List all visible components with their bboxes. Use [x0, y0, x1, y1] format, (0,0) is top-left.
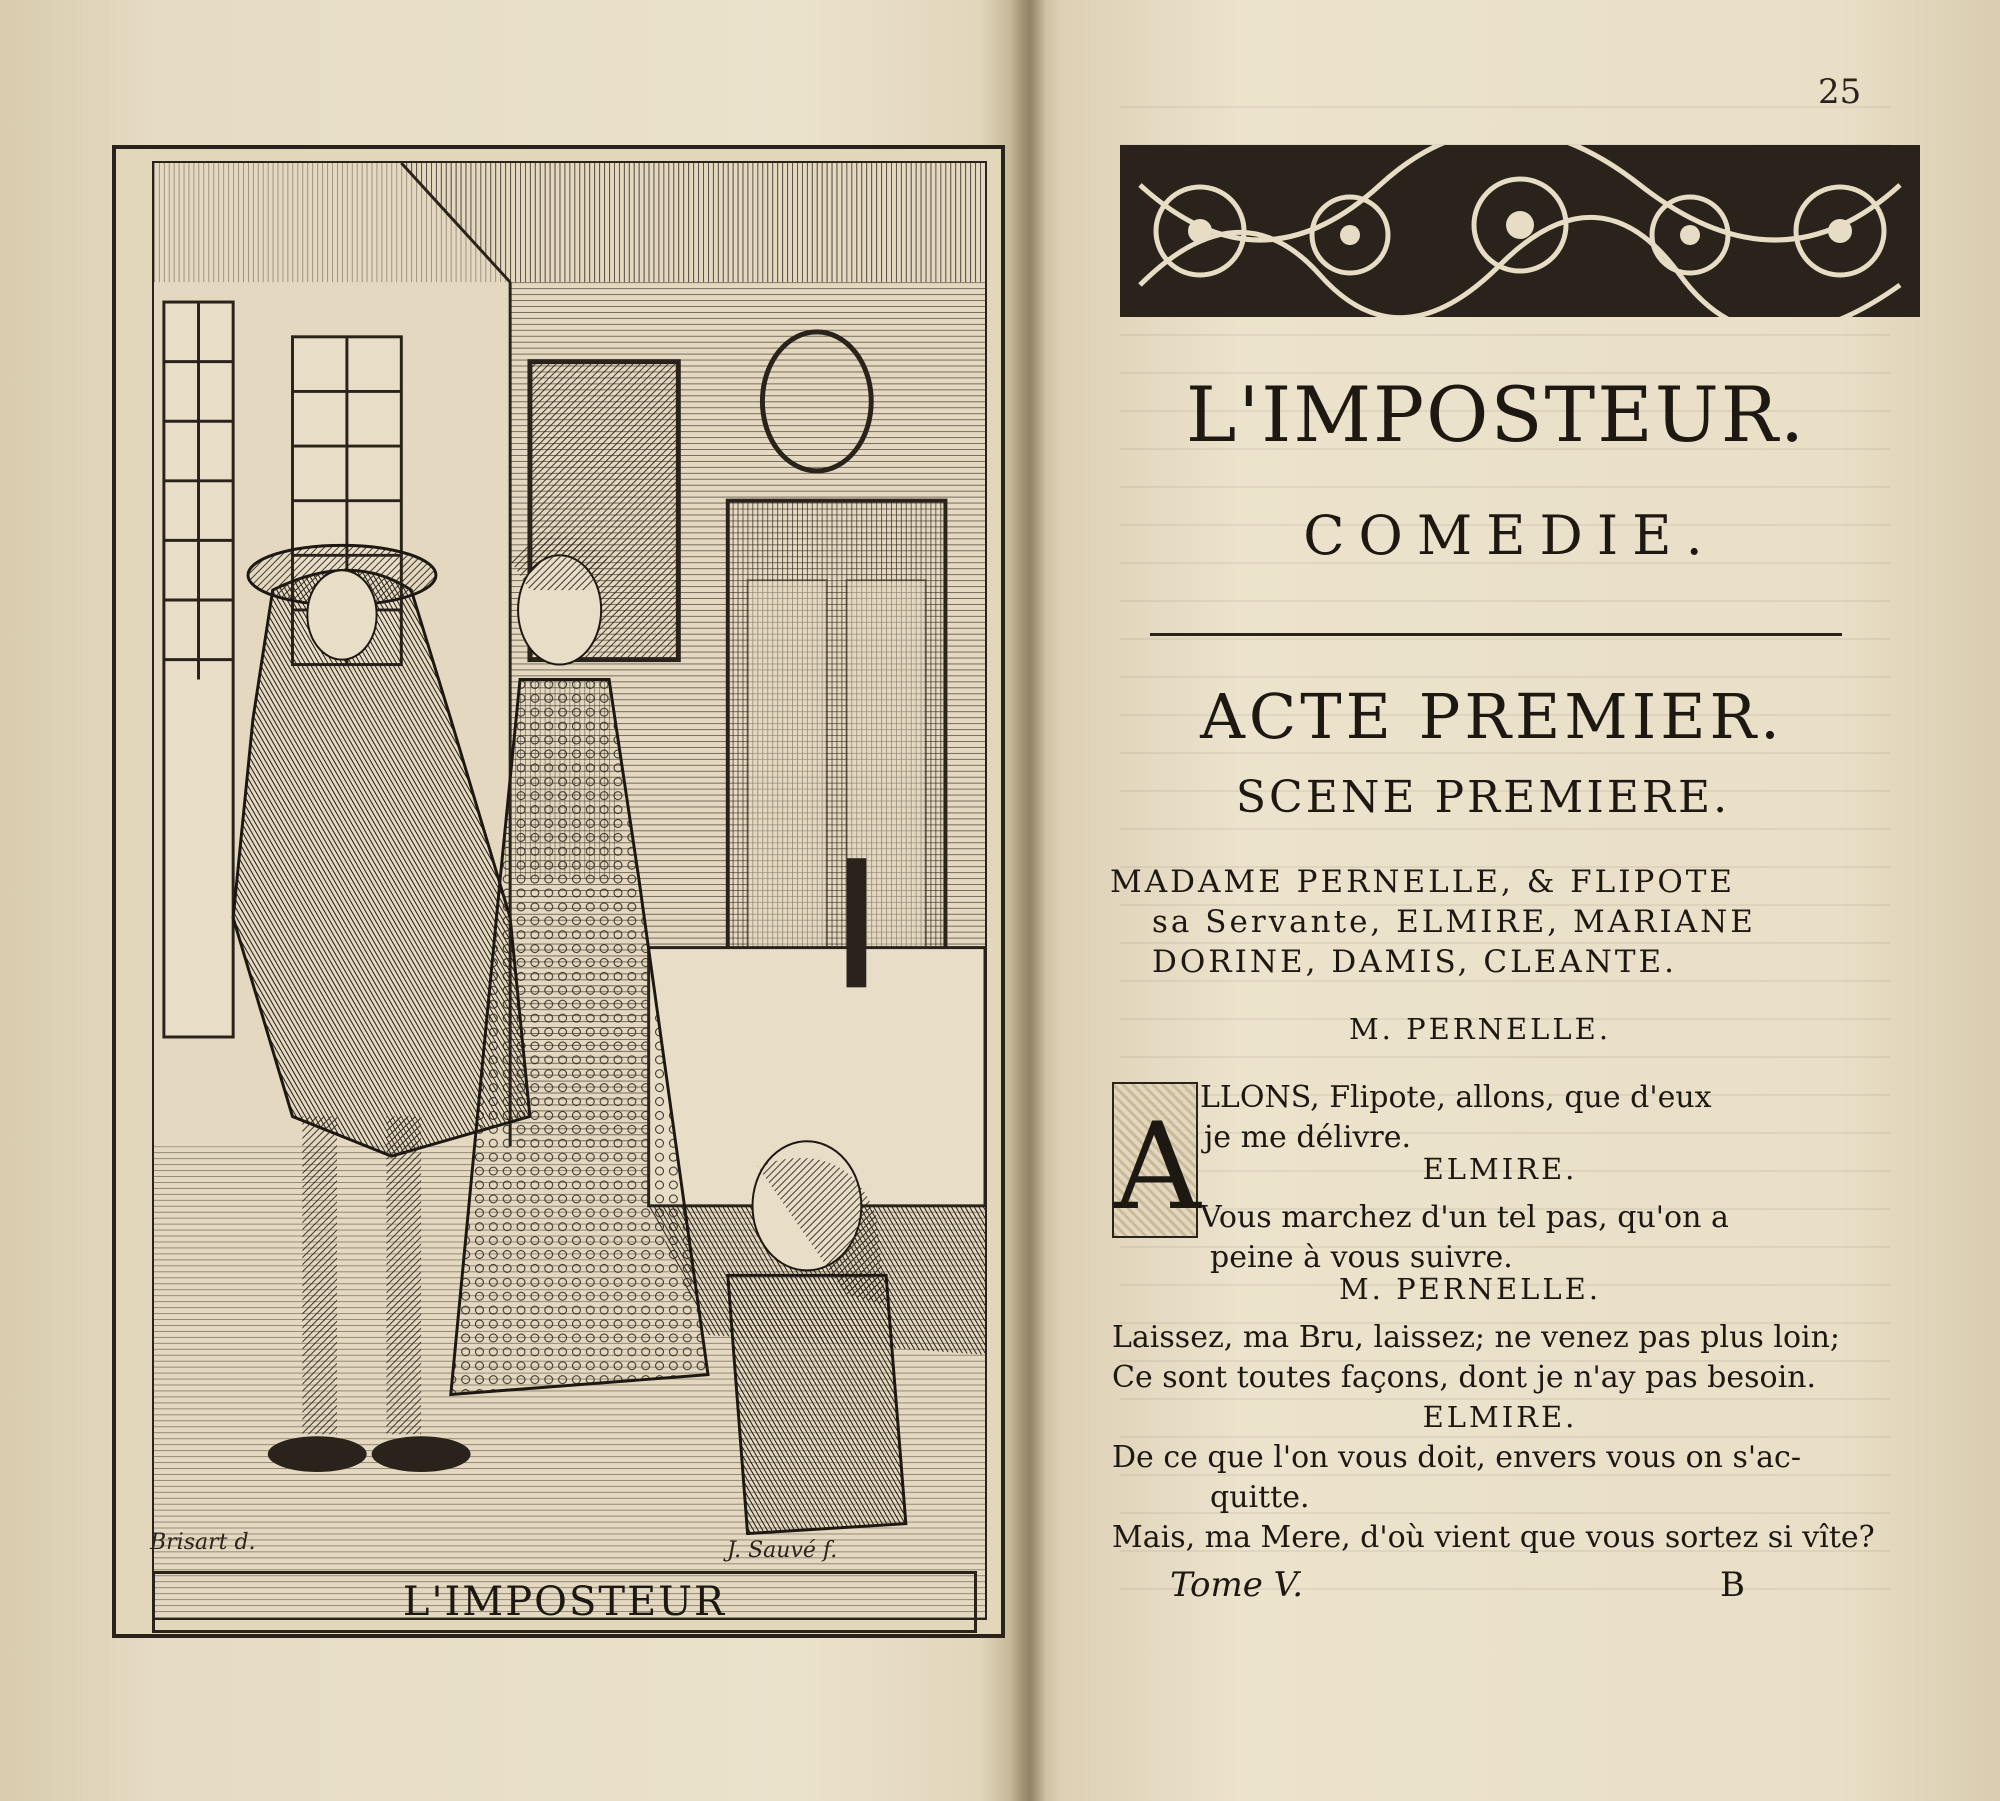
speaker-name: M. PERNELLE. [1348, 1012, 1612, 1046]
speaker-name: M. PERNELLE. [1338, 1272, 1602, 1306]
engraving-engraver-credit: J. Sauvé f. [727, 1538, 838, 1563]
verse-line: Ce sont toutes façons, dont je n'ay pas besoin. [1112, 1360, 1817, 1395]
verse-line: quitte. [1210, 1480, 1310, 1515]
verse-line: LLONS, Flipote, allons, que d'eux [1200, 1080, 1712, 1115]
engraving-plate [112, 145, 1005, 1638]
cast-list [1110, 862, 1880, 982]
verse-line: Laissez, ma Bru, laissez; ne venez pas plus loin; [1112, 1320, 1841, 1355]
engraving-caption [152, 1571, 977, 1633]
cast-line: DORINE, DAMIS, CLEANTE. [1152, 944, 1677, 980]
verse-line: De ce que l'on vous doit, envers vous on s'ac- [1112, 1440, 1801, 1475]
engraving-artist-credit: Brisart d. [150, 1530, 256, 1555]
decorated-drop-cap [1112, 1082, 1201, 1238]
speaker-name: ELMIRE. [1422, 1152, 1578, 1186]
engraving-frame [152, 161, 987, 1620]
verse-line: Mais, ma Mere, d'où vient que vous sortez si vîte? [1112, 1520, 1875, 1555]
floral-headpiece-ornament [1120, 145, 1920, 317]
page-number: 25 [1818, 72, 1862, 112]
volume-marker: Tome V. [1170, 1565, 1304, 1605]
act-heading: ACTE PREMIER. [1200, 680, 1784, 753]
speaker-name: ELMIRE. [1422, 1400, 1578, 1434]
scene-heading: SCENE PREMIERE. [1235, 772, 1731, 823]
drop-cap-letter: A [1114, 1098, 1201, 1237]
play-genre: COMEDIE. [1303, 504, 1717, 567]
cast-line: MADAME PERNELLE, & FLIPOTE [1110, 864, 1736, 900]
title-rule [1150, 633, 1842, 636]
signature-mark: B [1720, 1565, 1745, 1605]
verse-line: je me délivre. [1204, 1120, 1412, 1155]
engraving-illustration [154, 163, 985, 1618]
play-title: L'IMPOSTEUR. [1185, 370, 1807, 459]
cast-line: sa Servante, ELMIRE, MARIANE [1152, 904, 1756, 940]
book-gutter [1010, 0, 1046, 1801]
verse-line: Vous marchez d'un tel pas, qu'on a [1200, 1200, 1729, 1235]
engraving-caption-text: L'IMPOSTEUR [402, 1579, 727, 1625]
verse-line: peine à vous suivre. [1210, 1240, 1513, 1275]
